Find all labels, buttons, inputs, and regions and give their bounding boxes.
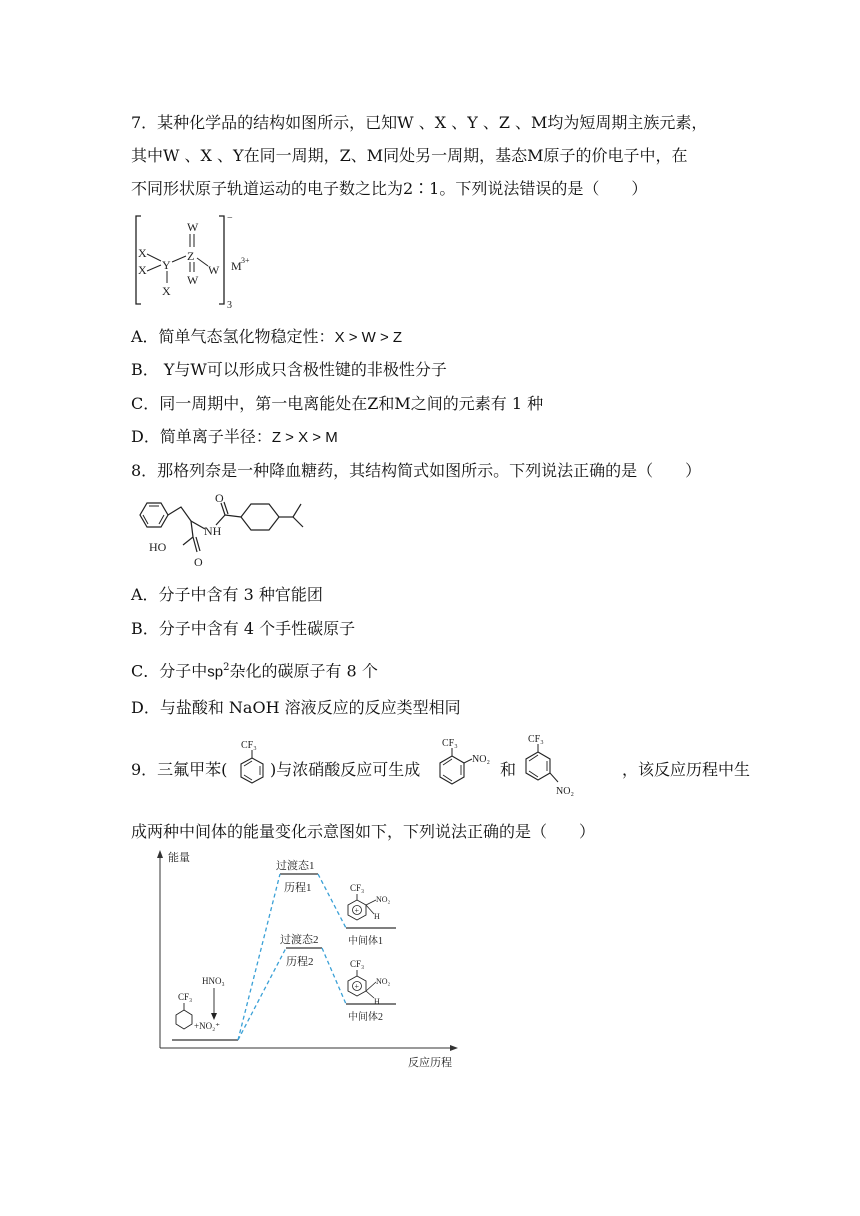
atom-x-1: X: [138, 246, 147, 260]
q8-option-a: A．分子中含有 3 种官能团: [131, 585, 323, 604]
q9-line-2: 成两种中间体的能量变化示意图如下，下列说法正确的是（ ）: [131, 822, 596, 841]
no2-label: NO₂: [472, 754, 490, 765]
path2-label: 历程2: [286, 956, 314, 968]
atom-z: Z: [187, 249, 195, 263]
no2-label: NO₂: [556, 786, 574, 797]
bracket-subscript: 3: [227, 300, 232, 310]
cf3-label: CF₃: [241, 740, 257, 751]
atom-w-bottom: W: [187, 273, 199, 287]
atom-y: Y: [162, 258, 171, 272]
cf3-label: CF₃: [442, 738, 458, 749]
int2-plus: +: [354, 982, 360, 991]
path1-ascent: [238, 874, 280, 1040]
atom-w-top: W: [187, 220, 199, 234]
q7-option-a: A．简单气态氢化物稳定性：X > W > Z: [131, 327, 403, 346]
atom-x-3: X: [162, 284, 171, 298]
hno3-label: HNO₃: [202, 976, 225, 986]
int1-h: H: [374, 912, 380, 921]
q8-nateglinide-structure: [131, 491, 321, 573]
path1-label: 历程1: [284, 882, 312, 894]
q7-line-2: 其中W 、X 、Y在同一周期，Z、M同处另一周期，基态M原子的价电子中，在: [131, 146, 688, 165]
q7-option-b: B． Y与W可以形成只含极性键的非极性分子: [131, 360, 447, 379]
q7-option-c: C．同一周期中，第一电离能处在Z和M之间的元素有 1 种: [131, 394, 544, 413]
q8-option-c: C．分子中$sp^2$杂化的碳原子有 8 个: [131, 661, 378, 681]
carbonyl-oxygen-top: O: [215, 491, 224, 505]
q9-text-part3: 和: [500, 760, 517, 779]
int1-plus: +: [354, 906, 360, 915]
carbonyl-oxygen-bottom: O: [194, 555, 203, 569]
q9-text-part4: ，该反应历程中生: [622, 760, 751, 779]
x-axis-label: 反应历程: [408, 1057, 452, 1069]
left-bracket: [136, 216, 141, 304]
atom-x-2: X: [138, 263, 147, 277]
anion-charge: −: [227, 213, 233, 224]
q9-text-part2: )与浓硝酸反应可生成: [270, 760, 421, 779]
cation-m: M: [231, 259, 242, 273]
q7-line-1: 7．某种化学品的结构如图所示，已知W 、X 、Y 、Z 、M均为短周期主族元素，: [131, 113, 708, 132]
ts2-label: 过渡态2: [280, 934, 319, 946]
q7-line-3: 不同形状原子轨道运动的电子数之比为2∶1。下列说法错误的是（ ）: [131, 179, 648, 198]
atom-w-right: W: [208, 263, 220, 277]
q9-text-part1: 9．三氟甲苯(: [131, 760, 228, 779]
hydroxyl-label: HO: [149, 540, 167, 554]
int1-label: 中间体1: [348, 936, 383, 947]
cation-charge: 3+: [241, 256, 250, 265]
int2-cf3: CF₃: [350, 959, 365, 969]
meta-nitro-product-structure: [516, 730, 592, 806]
trifluorotoluene-structure: [232, 738, 272, 790]
amide-nh-label: NH: [204, 524, 222, 538]
reactant-no2-plus: +NO₂⁺: [194, 1021, 220, 1031]
y-axis-label: 能量: [168, 852, 190, 864]
path2-descent: [322, 948, 346, 1004]
q7-structure-figure: [131, 210, 271, 310]
int1-no2: NO₂: [376, 895, 391, 904]
cf3-label: CF₃: [528, 734, 544, 745]
path2-ascent: [238, 948, 286, 1040]
ortho-nitro-product-structure: [430, 734, 500, 792]
q7-option-d: D．简单离子半径：Z > X > M: [131, 427, 338, 446]
reactant-cf3: CF₃: [178, 992, 193, 1002]
q8-option-d: D．与盐酸和 NaOH 溶液反应的反应类型相同: [131, 698, 461, 717]
energy-profile-diagram: [150, 848, 470, 1072]
int2-h: H: [374, 997, 380, 1006]
int2-no2: NO₂: [376, 977, 391, 986]
int1-cf3: CF₃: [350, 883, 365, 893]
q8-line-1: 8．那格列奈是一种降血糖药，其结构简式如图所示。下列说法正确的是（ ）: [131, 461, 702, 480]
path1-descent: [318, 874, 346, 928]
q8-option-b: B．分子中含有 4 个手性碳原子: [131, 619, 356, 638]
right-bracket: [219, 216, 224, 304]
int2-label: 中间体2: [348, 1012, 383, 1023]
ts1-label: 过渡态1: [276, 860, 315, 872]
